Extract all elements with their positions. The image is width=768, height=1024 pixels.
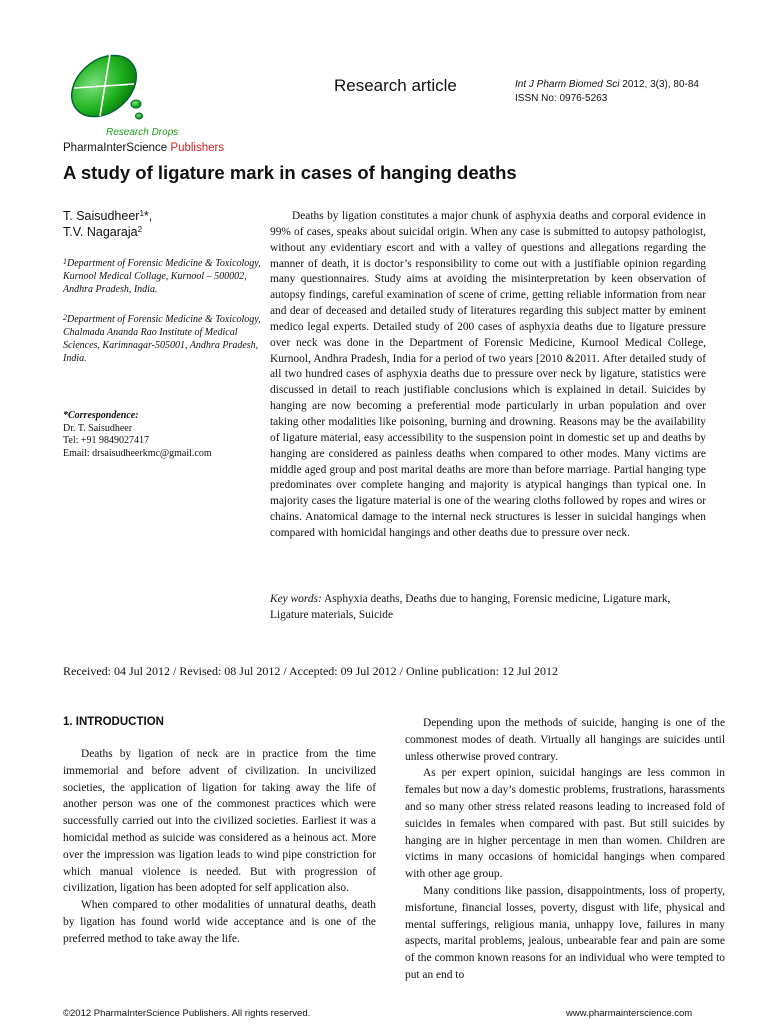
- footer-website-link[interactable]: www.pharmainterscience.com: [566, 1008, 693, 1019]
- author-list: [63, 208, 152, 240]
- journal-reference: [515, 78, 699, 106]
- footer-copyright: ©2012 PharmaInterScience Publishers. All rights reserved.: [63, 1008, 311, 1019]
- publication-dates: Received: 04 Jul 2012 / Revised: 08 Jul 2012 / Accepted: 09 Jul 2012 / Online publication: 12 Jul 2012: [63, 664, 558, 678]
- body-column-right: [405, 715, 725, 984]
- author-2: T.V. Nagaraja$^2$: [63, 225, 143, 239]
- affiliation-2: $^2$Department of Forensic Medicine & Toxicology, Chalmada Ananda Rao Institute of Medical Sciences, Karimnagar-505001, Andhra Pradesh, India.: [63, 313, 261, 364]
- article-type: Research article: [334, 76, 457, 95]
- paragraph: Many conditions like passion, disappointments, loss of property, misfortune, financial losses, poverty, disgust with life, physical and mental sufferings, religious mania, unhappy love, failures in many aspects, marital problems, jealous, unbearable fear and pain are some of the common known reasons for an individual who were tempted to put an end to: [405, 884, 725, 981]
- issn: ISSN No: 0976-5263: [515, 93, 608, 104]
- correspondence-name: Dr. T. Saisudheer: [63, 422, 133, 434]
- journal-issue: 2012, 3(3), 80-84: [622, 79, 699, 90]
- paragraph: When compared to other modalities of unnatural deaths, death by ligation has found world wide acceptance and is one of the preferred method to take away the life.: [63, 899, 376, 945]
- keywords: [270, 592, 706, 624]
- logo-caption: Research Drops: [106, 127, 179, 138]
- correspondence-tel: Tel: +91 9849027417: [63, 435, 150, 446]
- keywords-label: Key words:: [270, 593, 322, 605]
- article-title: A study of ligature mark in cases of hanging deaths: [63, 162, 517, 183]
- abstract-text: Deaths by ligation constitutes a major chunk of asphyxia deaths and corporal evidence in 99% of cases, speaks about suicidal origin. When any case is submitted to autopsy pathologist, without any evidentiary escort and with a valley of questions and allegations regarding the manner of death, it is doctor’s responsibility to come out with a justifiable opinion regarding many questionnaires. Study aims at avoiding the misinterpretation by keen observation of autopsy findings, careful examination of scene of crime, getting reliable information from near and dear of deceased and detailed study of literatures regarding this subject matter by eminent medico legal experts. Detailed study of 200 cases of asphyxia deaths due to ligature pressure over neck was done in the Department of Forensic Medicine, Kurnool Medical College, Kurnool, Andhra Pradesh, India for a period of two years [2010 &2011. After detailed study of all two hundred cases of asphyxia deaths due to pressure over neck by ligature, statistics were discussed in detail to reach justifiable conclusions which is explained in detail. Suicides by hanging are now becoming a preferential mode particularly in urban population and over taking other modalities like poisoning, burning and drowning. Reasons may be the availability of ligature material, easy accessibility to the suspension point in domestic set up and deaths by hanging are considered as painless deaths when compared to other modes. Many victims are middle aged group and post marital deaths are more than before marriage. Partial hanging type predominates over complete hanging and majority is atypical hangings than typical one. In majority cases the ligature material is one of the wearing cloths followed by ropes and wires or chains. Anatomical damage to the internal neck structures is lesser in suicidal hangings when compared with homicidal hangings and other deaths due to pressure over neck.: [270, 210, 706, 539]
- correspondence-heading: *Correspondence:: [63, 410, 139, 421]
- paragraph: As per expert opinion, suicidal hangings are less common in females but now a day’s domestic problems, frustrations, harassments and so many other stress related reasons leading to increased fold of suicides in females when compared with past. But still suicides by hanging are in higher percentage in men than women. Children are victims in many occasions of homicidal hangings when compared with other age group.: [405, 767, 725, 881]
- publisher-name: [63, 142, 224, 154]
- affiliation-1: $^1$Department of Forensic Medicine & Toxicology, Kurnool Medical Collage, Kurnool – 500002, Andhra Pradesh, India.: [63, 257, 261, 295]
- correspondence-block: [63, 410, 212, 460]
- publisher-name-suffix: Publishers: [170, 142, 225, 154]
- abstract: [270, 209, 706, 542]
- paragraph: Deaths by ligation of neck are in practice from the time immemorial and before advent of civilization. In uncivilized societies, the application of ligation for taking away the life of another person was one of the commonest practices which were successfully carried out into the civilized societies. Earliest it was a homicidal method as suicide was considered as a heinous act. More over the impression was ligation leads to wind pipe constriction for which manual violence is needed. But with progression of civilization, ligation has been adopted for self application also.: [63, 748, 376, 895]
- paragraph: Depending upon the methods of suicide, hanging is one of the commonest modes of death. Virtually all hangings are suicides until unless otherwise proved contrary.: [405, 717, 725, 763]
- body-column-left: [63, 746, 376, 948]
- publisher-logo: [66, 46, 156, 133]
- correspondence-email[interactable]: Email: drsaisudheerkmc@gmail.com: [63, 447, 212, 459]
- author-1: T. Saisudheer$^1$*,: [63, 209, 153, 223]
- section-heading-introduction: 1. INTRODUCTION: [63, 716, 164, 728]
- journal-name: Int J Pharm Biomed Sci: [515, 79, 620, 90]
- publisher-name-main: PharmaInterScience: [63, 142, 168, 154]
- keywords-text: Asphyxia deaths, Deaths due to hanging, Forensic medicine, Ligature mark, Ligature materials, Suicide: [270, 593, 671, 621]
